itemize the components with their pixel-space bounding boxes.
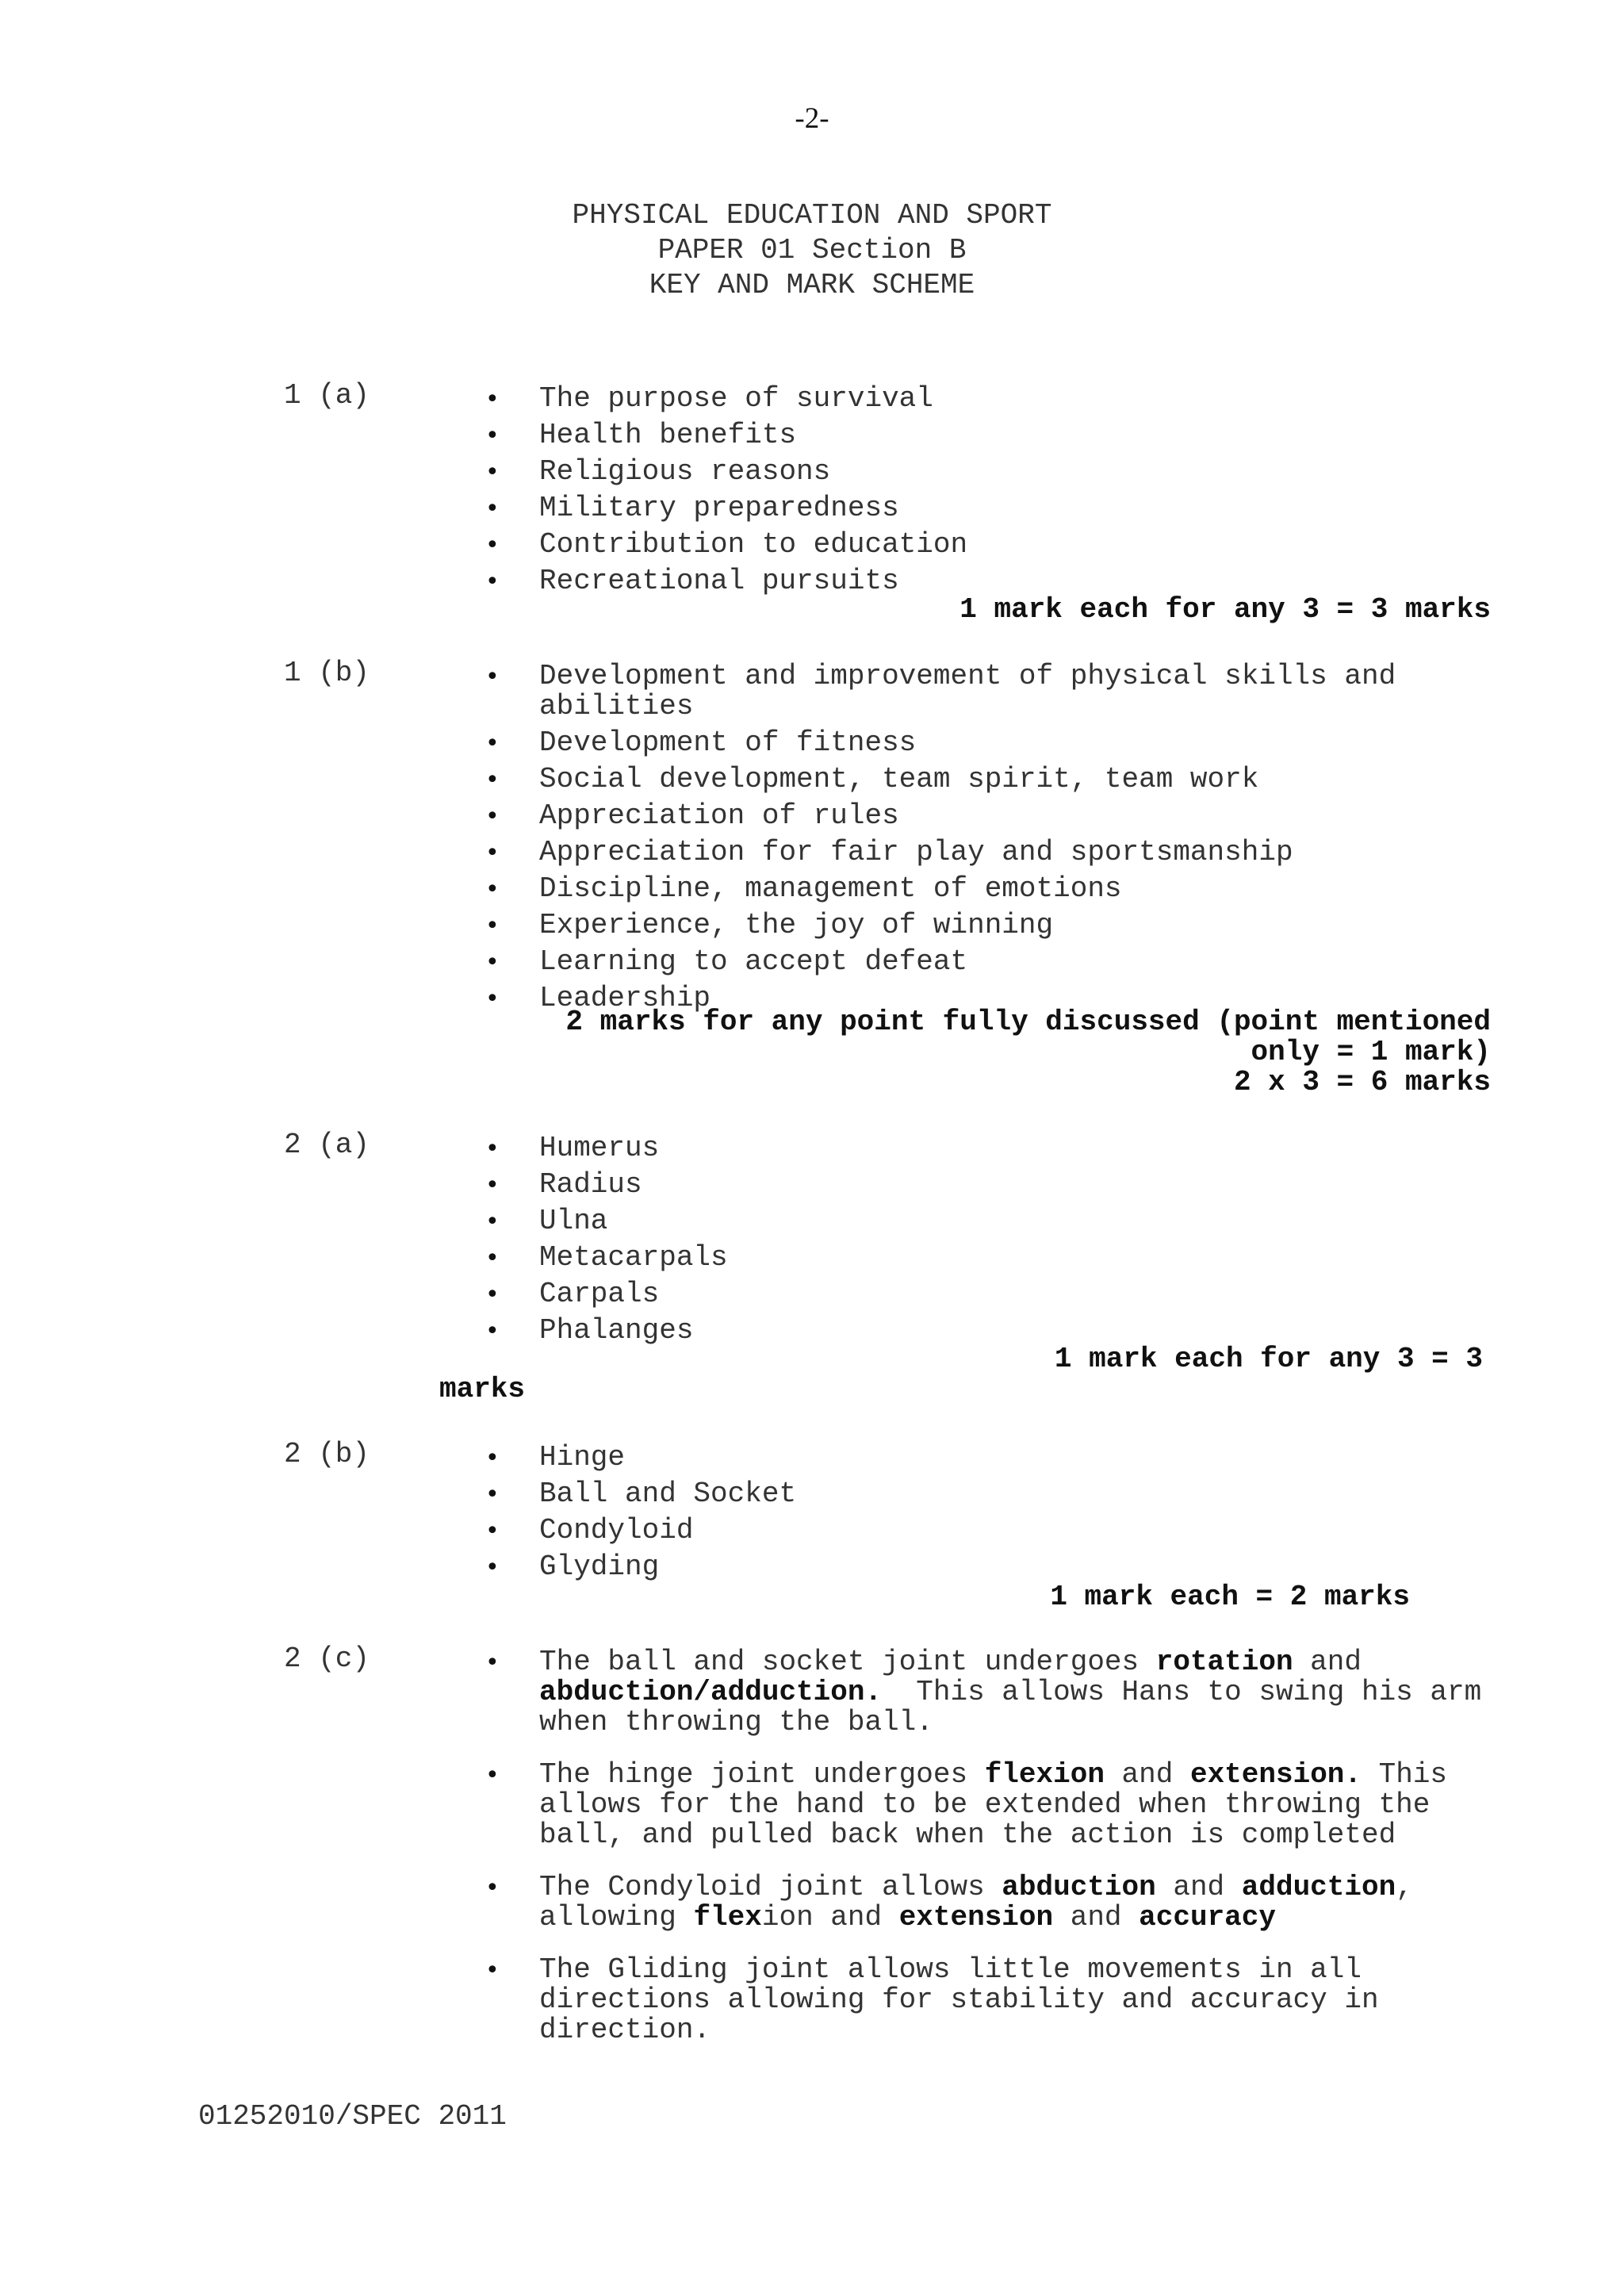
question-label: 2 (b) (284, 1438, 370, 1470)
point-text: The hinge joint undergoes flexion and extension. This allows for the hand to be extended when throwing the ball, and pulled back when the action is completed (539, 1758, 1448, 1851)
bullet-icon: • (485, 803, 500, 830)
list-item (485, 1955, 1484, 2045)
point-text: Development and improvement of physical skills and abilities (539, 660, 1396, 723)
point-text: Social development, team spirit, team work (539, 763, 1259, 795)
header-paper: PAPER 01 Section B (657, 234, 967, 266)
mark-allocation (959, 595, 1491, 625)
mark-text-wrap: marks (439, 1373, 526, 1405)
list-item (485, 384, 1500, 414)
bullet-icon: • (485, 985, 500, 1013)
list-item (485, 1872, 1484, 1933)
header-subject: PHYSICAL EDUCATION AND SPORT (572, 199, 1052, 232)
point-text: Glyding (539, 1550, 660, 1583)
bullet-icon: • (485, 1135, 500, 1163)
point-text: Radius (539, 1168, 642, 1201)
mark-text: 1 mark each for any 3 = 3 (1054, 1343, 1483, 1375)
point-text: Experience, the joy of winning (539, 909, 1054, 941)
bullet-icon: • (485, 1761, 500, 1789)
list-item (485, 530, 1500, 560)
point-text: Health benefits (539, 419, 797, 451)
point-text: The ball and socket joint undergoes rotation and abduction/adduction. This allows Hans to swing his arm when throwing the ball. (539, 1646, 1499, 1738)
answer-list (485, 1646, 1499, 2068)
answer-list (485, 1443, 1500, 1589)
bullet-icon: • (485, 531, 500, 559)
bullet-icon: • (485, 766, 500, 794)
mark-allocation (1050, 1582, 1410, 1612)
bullet-icon: • (485, 876, 500, 903)
answer-list (485, 1133, 1500, 1352)
list-item (485, 801, 1500, 831)
list-item (485, 838, 1500, 868)
bullet-icon: • (485, 422, 500, 450)
bullet-icon: • (485, 1517, 500, 1545)
mark-allocation (565, 1007, 1491, 1098)
point-text: Religious reasons (539, 455, 831, 488)
mark-text: 2 x 3 = 6 marks (1233, 1066, 1491, 1098)
bullet-icon: • (485, 1208, 500, 1236)
mark-text: 1 mark each for any 3 = 3 marks (959, 593, 1491, 626)
list-item (485, 1479, 1500, 1509)
answer-list (485, 661, 1500, 1020)
point-text: Condyloid (539, 1514, 694, 1547)
list-item (485, 1206, 1500, 1236)
point-text: The purpose of survival (539, 382, 933, 415)
list-item (485, 765, 1500, 795)
list-item (485, 947, 1500, 977)
list-item (485, 1443, 1500, 1473)
point-text: Appreciation of rules (539, 799, 899, 832)
bullet-icon: • (485, 663, 500, 691)
question-label: 1 (b) (284, 657, 370, 689)
mark-allocation (1055, 1344, 1483, 1374)
bullet-icon: • (485, 1171, 500, 1199)
list-item (485, 1646, 1499, 1738)
bullet-icon: • (485, 949, 500, 976)
list-item (485, 1243, 1500, 1273)
bullet-icon: • (485, 568, 500, 596)
list-item (485, 457, 1500, 487)
list-item (485, 874, 1500, 904)
bullet-icon: • (485, 912, 500, 940)
mark-text: 2 marks for any point fully discussed (point mentioned (565, 1006, 1491, 1038)
point-text: Carpals (539, 1278, 660, 1310)
bullet-icon: • (485, 1244, 500, 1272)
list-item (485, 1133, 1500, 1163)
bullet-icon: • (485, 730, 500, 757)
question-label: 1 (a) (284, 379, 370, 412)
bullet-icon: • (485, 1649, 500, 1677)
point-text: The Gliding joint allows little movements in all directions allowing for stability and accuracy in direction. (539, 1953, 1379, 2046)
point-text: Contribution to education (539, 528, 968, 561)
point-text: Humerus (539, 1132, 660, 1164)
bullet-icon: • (485, 1957, 500, 1984)
point-text: Discipline, management of emotions (539, 872, 1122, 905)
header-title: KEY AND MARK SCHEME (649, 269, 975, 301)
bullet-icon: • (485, 1281, 500, 1309)
bullet-icon: • (485, 839, 500, 867)
bullet-icon: • (485, 458, 500, 486)
point-text: Learning to accept defeat (539, 945, 968, 978)
answer-list (485, 384, 1500, 603)
point-text: Leadership (539, 982, 711, 1014)
question-label: 2 (c) (284, 1642, 370, 1675)
point-text: The Condyloid joint allows abduction and adduction, allowing flexion and extension and accuracy (539, 1871, 1413, 1934)
bullet-icon: • (485, 1481, 500, 1508)
point-text: Ulna (539, 1205, 608, 1237)
list-item (485, 910, 1500, 941)
point-text: Ball and Socket (539, 1478, 797, 1510)
list-item (485, 1552, 1500, 1582)
document-code: 01252010/SPEC 2011 (198, 2100, 507, 2133)
point-text: Metacarpals (539, 1241, 728, 1274)
list-item (485, 1316, 1500, 1346)
bullet-icon: • (485, 1554, 500, 1581)
list-item (485, 1516, 1500, 1546)
list-item (485, 566, 1500, 596)
list-item (485, 1170, 1500, 1200)
point-text: Military preparedness (539, 492, 899, 524)
list-item (485, 1279, 1500, 1309)
list-item (485, 1760, 1484, 1850)
page-number: -2- (795, 102, 829, 135)
list-item (485, 661, 1500, 722)
point-text: Hinge (539, 1441, 626, 1474)
bullet-icon: • (485, 1874, 500, 1902)
point-text: Development of fitness (539, 726, 917, 759)
point-text: Phalanges (539, 1314, 694, 1347)
bullet-icon: • (485, 1444, 500, 1472)
bullet-icon: • (485, 385, 500, 413)
mark-text: 1 mark each = 2 marks (1050, 1581, 1410, 1613)
list-item (485, 420, 1500, 450)
point-text: Appreciation for fair play and sportsmanship (539, 836, 1293, 868)
question-label: 2 (a) (284, 1129, 370, 1161)
point-text: Recreational pursuits (539, 565, 899, 597)
bullet-icon: • (485, 495, 500, 523)
list-item (485, 493, 1500, 523)
bullet-icon: • (485, 1317, 500, 1345)
document-header (0, 198, 1624, 303)
list-item (485, 728, 1500, 758)
mark-text: only = 1 mark) (1251, 1036, 1491, 1068)
